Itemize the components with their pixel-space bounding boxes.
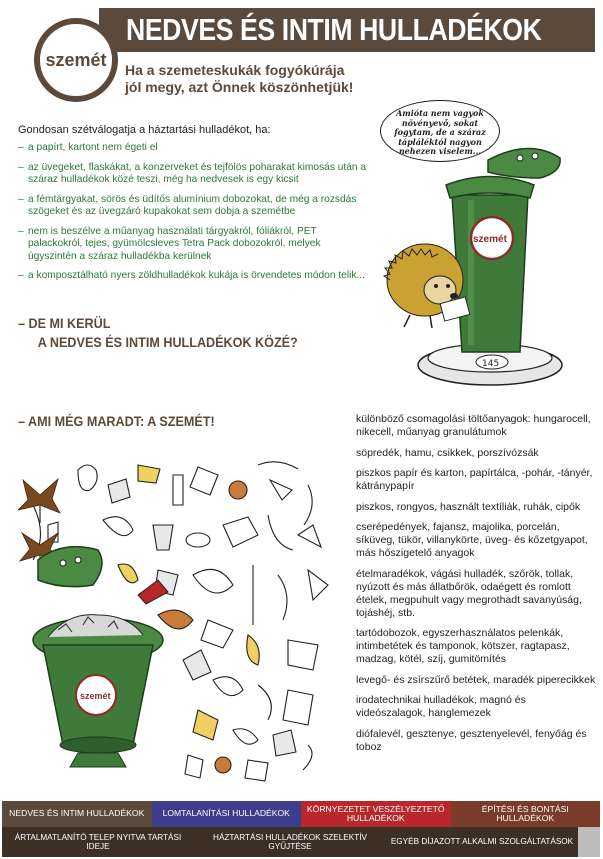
list-item: tartódobozok, egyszerhasználatos pelenkák, intimbetétek és tamponok, kötszer, ragtapasz, madzag, kötél, szíj, gumitömítés <box>356 627 570 665</box>
question-heading <box>18 314 329 352</box>
corner-tab <box>578 827 600 857</box>
footer-tab-hazardous[interactable]: KÖRNYEZETET VESZÉLYEZTETŐ HULLADÉKOK <box>301 801 451 827</box>
list-item: cserépedények, fajansz, majolika, porcelán, síküveg, tükör, villanykörte, üveg- és kőzetgyapot, más hőszigetelő anyagok <box>356 521 588 559</box>
szemet-logo <box>34 18 118 102</box>
scale-number: 145 <box>482 359 500 369</box>
footer-tab-construction[interactable]: ÉPÍTÉSI ÉS BONTÁSI HULLADÉKOK <box>451 801 601 827</box>
list-item: diófalevél, gesztenye, gesztenyelevél, fenyőág és toboz <box>356 727 587 753</box>
subtitle-line-2: jól megy, azt Önnek köszönhetjük! <box>125 79 354 95</box>
footer-tab-bulky[interactable]: LOMTALANÍTÁSI HULLADÉKOK <box>152 801 302 827</box>
footer-tab-opening-hours[interactable]: ÁRTALMATLANÍTÓ TELEP NYITVA TARTÁSI IDEJE <box>14 832 182 851</box>
remaining-waste-list <box>356 413 596 761</box>
logo-text: szemét <box>45 49 107 70</box>
footer-bottom-row <box>2 827 600 857</box>
intro-text: Gondosan szétválogatja a háztartási hulladékot, ha: <box>18 124 271 136</box>
list-item: söpredék, hamu, csikkek, porszívózsák <box>356 446 539 459</box>
list-item: irodatechnikai hulladékok, magnó és videószalagok, hanglemezek <box>356 694 526 719</box>
list-item: levegő- és zsírszűrő betétek, maradék piperecikkek <box>356 673 596 686</box>
footer-top-row <box>2 801 600 827</box>
question-line-1: – DE MI KERÜL <box>18 315 111 331</box>
section2-title: – AMI MÉG MARADT: A SZEMÉT! <box>18 413 215 429</box>
bullet-metal: – a fémtárgyakat, sörös és üdítős alumínium dobozokat, de még a rozsdás szögeket és az üvegzáró kupakokat sem dobja a szemétbe <box>18 194 368 219</box>
bullet-glass: – az üvegeket, flaskákat, a konzerveket és tejfölös poharakat kimosás után a száraz hulladékok közé teszi, még ha nedvesek is egy kicsit <box>18 162 368 187</box>
footer-tab-other-services[interactable]: EGYÉB DÍJAZOTT ALKALMI SZOLGÁLTATÁSOK <box>390 837 574 847</box>
question-line-2: A NEDVES ÉS INTIM HULLADÉKOK KÖZÉ? <box>37 334 298 350</box>
list-item: ételmaradékok, vágási hulladék, szőrök, tollak, nyúzott és más állatbőrök, odaégett és romlott ételek, megpuhult vagy megrothadt savanyúság, tojáshéj, stb. <box>356 567 582 619</box>
list-item: piszkos, rongyos, használt textíliák, ruhák, cipők <box>356 500 581 513</box>
footer-tab-selective-collection[interactable]: HÁZTARTÁSI HULLADÉKOK SZELEKTÍV GYŰJTÉSE <box>213 832 367 851</box>
sorting-bullet-list <box>18 142 368 290</box>
bullet-plastic: – nem is beszélve a műanyag használati tárgyakról, fóliákról, PET palackokról, tejes, gyümölcsleves Tetra Pack dobozokról, melyek úgyszintén a száraz hulladékba kerülnek <box>18 226 368 264</box>
page-title: NEDVES ÉS INTIM HULLADÉKOK <box>126 12 542 47</box>
bin-label: szemét <box>473 234 507 245</box>
footer-tab-wet-intimate[interactable]: NEDVES ÉS INTIM HULLADÉKOK <box>2 801 152 827</box>
subtitle-line-1: Ha a szemeteskukák fogyókúrája <box>125 62 345 78</box>
left-bin-label: szemét <box>80 691 111 701</box>
list-item: piszkos papír és karton, papírtálca, -pohár, -tányér, kátránypapír <box>356 467 593 492</box>
list-item: különböző csomagolási töltőanyagok: hungarocell, nikecell, műanyag granulátumok <box>356 413 591 438</box>
speech-bubble: Amióta nem vagyok növényevő, sokat fogytam, de a száraz tápláléktól nagyon nehezen viselem... <box>380 100 500 162</box>
subtitle <box>125 62 505 96</box>
footer-nav <box>2 801 600 857</box>
bin-on-scale-illustration <box>370 140 575 395</box>
bullet-paper: – a papírt, kartont nem égeti el <box>18 142 368 155</box>
bullet-compost: – a komposztálható nyers zöldhulladékok kukája is örvendetes módon telik... <box>18 270 368 283</box>
overflowing-bin-illustration <box>8 545 178 770</box>
